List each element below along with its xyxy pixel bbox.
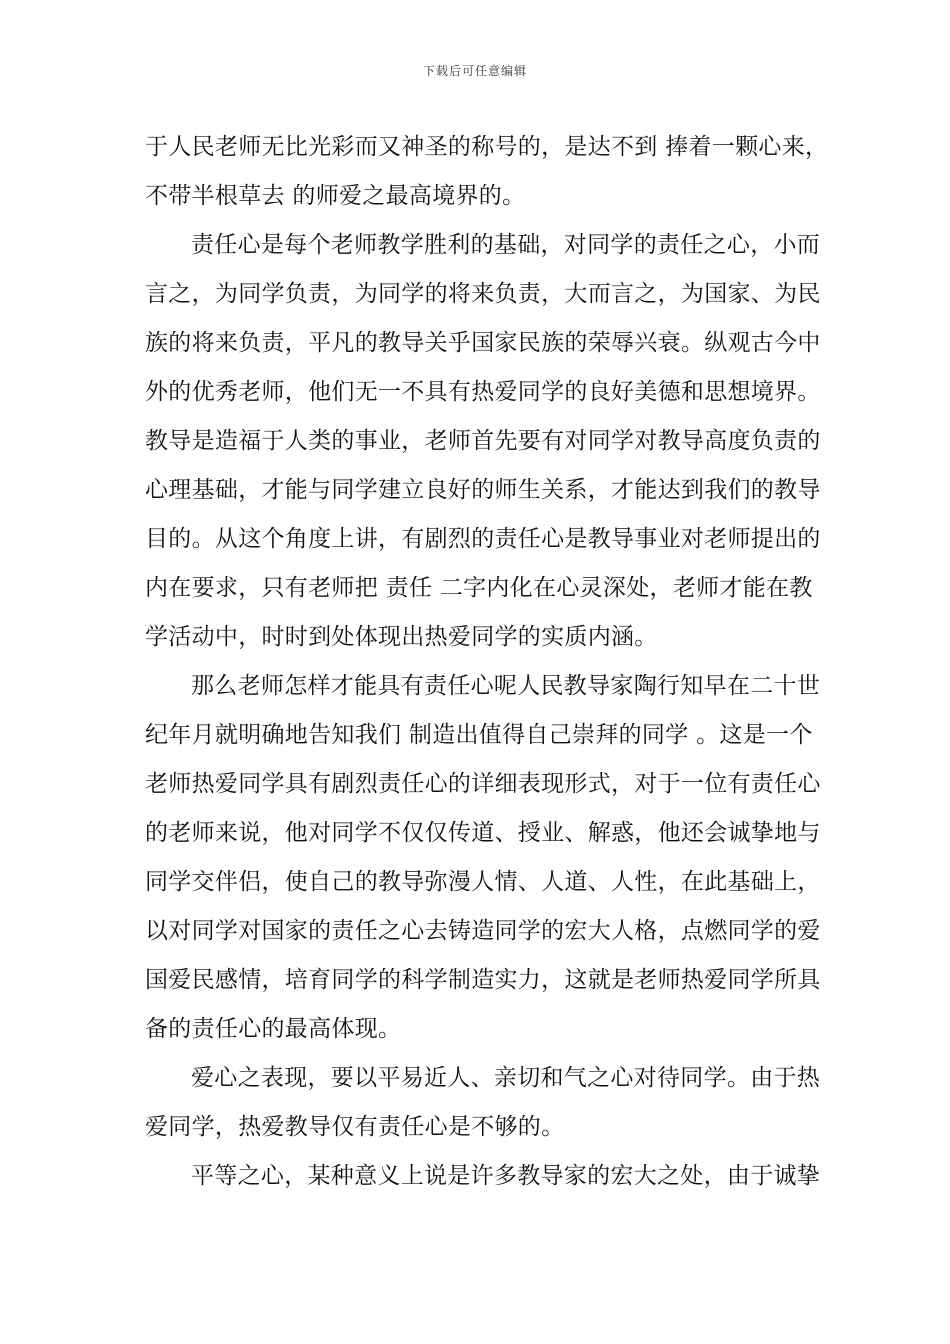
text-line: 言之，为同学负责，为同学的将来负责，大而言之，为国家、为民 — [145, 281, 821, 307]
text-line: 不带半根草去 的师爱之最高境界的。 — [145, 183, 526, 209]
text-line: 族的将来负责，平凡的教导关乎国家民族的荣辱兴衰。纵观古今中 — [145, 330, 821, 356]
text-line: 学活动中，时时到处体现出热爱同学的实质内涵。 — [145, 624, 658, 650]
text-line: 教导是造福于人类的事业，老师首先要有对同学对教导高度负责的 — [145, 428, 821, 454]
text-line: 同学交伴侣，使自己的教导弥漫人情、人道、人性，在此基础上， — [145, 869, 821, 895]
text-line: 平等之心，某种意义上说是许多教导家的宏大之处，由于诚挚 — [191, 1163, 821, 1189]
text-line: 那么老师怎样才能具有责任心呢人民教导家陶行知早在二十世 — [191, 673, 821, 699]
text-line: 国爱民感情，培育同学的科学制造实力，这就是老师热爱同学所具 — [145, 967, 821, 993]
text-line: 外的优秀老师，他们无一不具有热爱同学的良好美德和思想境界。 — [145, 379, 821, 405]
text-line: 目的。从这个角度上讲，有剧烈的责任心是教导事业对老师提出的 — [145, 526, 821, 552]
text-line: 于人民老师无比光彩而又神圣的称号的，是达不到 捧着一颗心来， — [145, 134, 829, 160]
text-line: 纪年月就明确地告知我们 制造出值得自己崇拜的同学 。这是一个 — [145, 722, 813, 748]
text-line: 老师热爱同学具有剧烈责任心的详细表现形式，对于一位有责任心 — [145, 771, 821, 797]
text-line: 责任心是每个老师教学胜利的基础，对同学的责任之心，小而 — [191, 232, 821, 258]
text-line: 心理基础，才能与同学建立良好的师生关系，才能达到我们的教导 — [145, 477, 821, 503]
text-line: 内在要求，只有老师把 责任 二字内化在心灵深处，老师才能在教 — [145, 575, 813, 601]
document-body — [145, 128, 829, 1206]
text-line: 备的责任心的最高体现。 — [145, 1016, 402, 1042]
text-line: 爱心之表现，要以平易近人、亲切和气之心对待同学。由于热 — [191, 1065, 821, 1091]
text-line: 以对同学对国家的责任之心去铸造同学的宏大人格，点燃同学的爱 — [145, 918, 821, 944]
text-line: 的老师来说，他对同学不仅仅传道、授业、解惑，他还会诚挚地与 — [145, 820, 821, 846]
text-line: 爱同学，热爱教导仅有责任心是不够的。 — [145, 1114, 565, 1140]
page-header: 下载后可任意编辑 — [422, 64, 527, 78]
